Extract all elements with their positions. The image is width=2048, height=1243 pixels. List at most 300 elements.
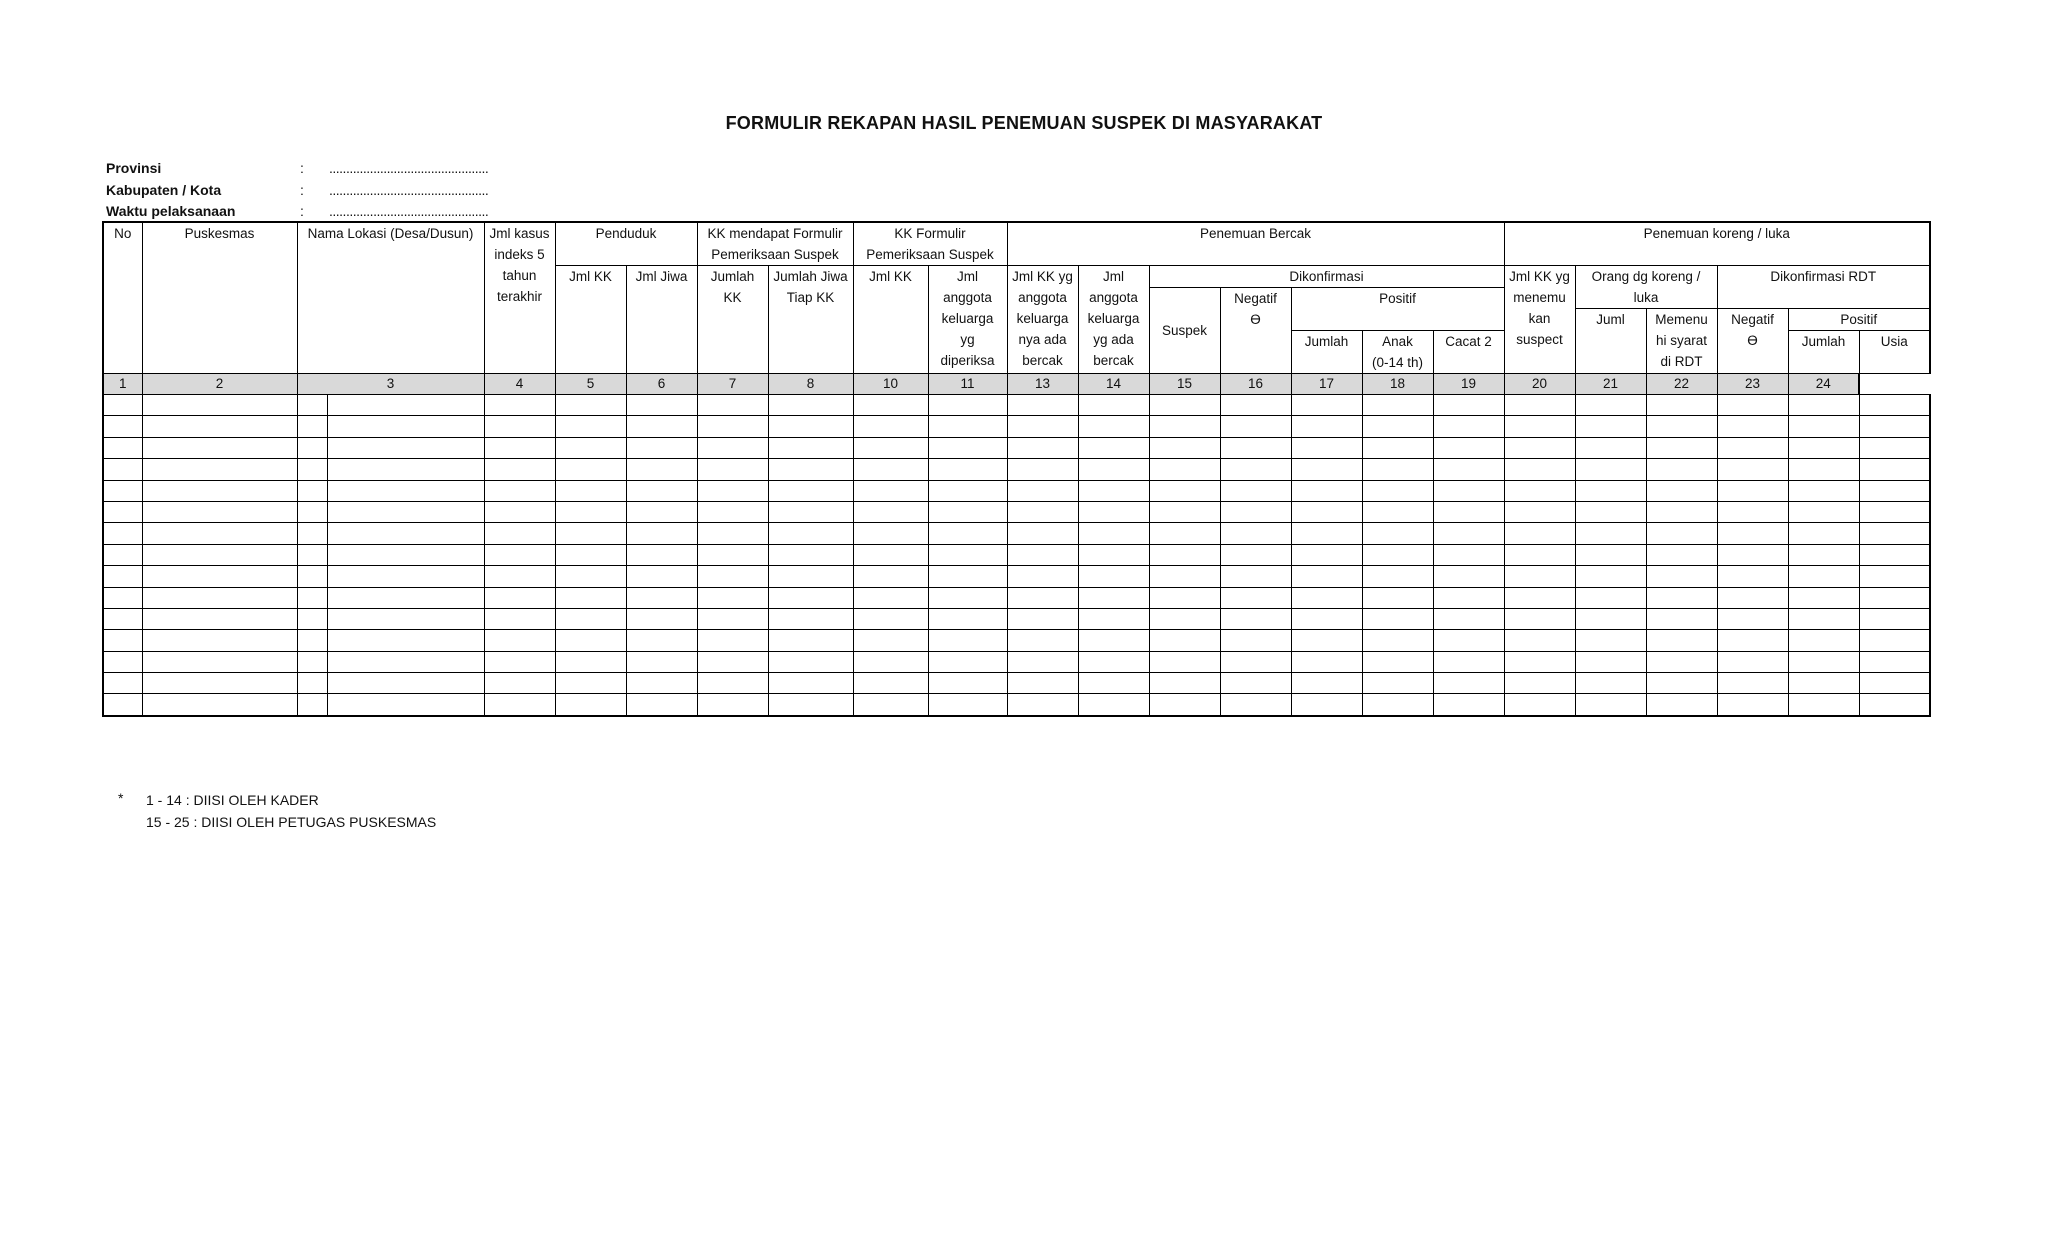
entry-cell[interactable] <box>768 459 853 480</box>
entry-cell[interactable] <box>768 437 853 458</box>
entry-cell[interactable] <box>297 544 327 565</box>
entry-cell[interactable] <box>1788 651 1859 672</box>
entry-cell[interactable] <box>555 437 626 458</box>
entry-cell[interactable] <box>1646 630 1717 651</box>
entry-cell[interactable] <box>327 523 484 544</box>
entry-cell[interactable] <box>1433 608 1504 629</box>
entry-cell[interactable] <box>1575 651 1646 672</box>
entry-cell[interactable] <box>555 673 626 694</box>
entry-cell[interactable] <box>928 608 1007 629</box>
entry-cell[interactable] <box>1646 544 1717 565</box>
entry-cell[interactable] <box>853 501 928 522</box>
entry-cell[interactable] <box>327 651 484 672</box>
entry-cell[interactable] <box>555 608 626 629</box>
entry-cell[interactable] <box>1078 395 1149 416</box>
entry-cell[interactable] <box>1149 673 1220 694</box>
entry-cell[interactable] <box>1717 608 1788 629</box>
entry-cell[interactable] <box>1575 501 1646 522</box>
entry-cell[interactable] <box>1220 480 1291 501</box>
entry-cell[interactable] <box>1078 587 1149 608</box>
entry-cell[interactable] <box>1859 673 1930 694</box>
entry-cell[interactable] <box>1220 437 1291 458</box>
entry-cell[interactable] <box>484 608 555 629</box>
entry-cell[interactable] <box>928 673 1007 694</box>
entry-cell[interactable] <box>297 673 327 694</box>
entry-cell[interactable] <box>853 651 928 672</box>
entry-cell[interactable] <box>1007 544 1078 565</box>
entry-cell[interactable] <box>928 566 1007 587</box>
entry-cell[interactable] <box>103 437 142 458</box>
entry-cell[interactable] <box>103 630 142 651</box>
entry-cell[interactable] <box>484 694 555 716</box>
entry-cell[interactable] <box>1433 630 1504 651</box>
entry-cell[interactable] <box>1859 608 1930 629</box>
entry-cell[interactable] <box>853 523 928 544</box>
entry-cell[interactable] <box>1362 395 1433 416</box>
entry-cell[interactable] <box>626 480 697 501</box>
entry-cell[interactable] <box>1504 608 1575 629</box>
entry-cell[interactable] <box>1646 459 1717 480</box>
entry-cell[interactable] <box>768 544 853 565</box>
entry-cell[interactable] <box>1717 501 1788 522</box>
entry-cell[interactable] <box>853 480 928 501</box>
entry-cell[interactable] <box>142 480 297 501</box>
entry-cell[interactable] <box>1788 501 1859 522</box>
entry-cell[interactable] <box>297 587 327 608</box>
entry-cell[interactable] <box>142 694 297 716</box>
entry-cell[interactable] <box>1433 544 1504 565</box>
entry-cell[interactable] <box>1433 437 1504 458</box>
entry-cell[interactable] <box>1433 673 1504 694</box>
entry-cell[interactable] <box>626 587 697 608</box>
entry-cell[interactable] <box>484 395 555 416</box>
entry-cell[interactable] <box>555 523 626 544</box>
entry-cell[interactable] <box>484 630 555 651</box>
entry-cell[interactable] <box>297 459 327 480</box>
entry-cell[interactable] <box>1149 437 1220 458</box>
entry-cell[interactable] <box>626 651 697 672</box>
entry-cell[interactable] <box>1859 501 1930 522</box>
entry-cell[interactable] <box>1859 587 1930 608</box>
entry-cell[interactable] <box>1078 651 1149 672</box>
entry-cell[interactable] <box>297 694 327 716</box>
entry-cell[interactable] <box>1220 566 1291 587</box>
entry-cell[interactable] <box>1362 459 1433 480</box>
entry-cell[interactable] <box>1788 523 1859 544</box>
entry-cell[interactable] <box>1788 673 1859 694</box>
entry-cell[interactable] <box>1575 523 1646 544</box>
entry-cell[interactable] <box>1007 587 1078 608</box>
entry-cell[interactable] <box>297 566 327 587</box>
entry-cell[interactable] <box>103 480 142 501</box>
entry-cell[interactable] <box>1575 587 1646 608</box>
entry-cell[interactable] <box>327 694 484 716</box>
entry-cell[interactable] <box>853 566 928 587</box>
entry-cell[interactable] <box>1007 501 1078 522</box>
entry-cell[interactable] <box>697 587 768 608</box>
entry-cell[interactable] <box>697 566 768 587</box>
entry-cell[interactable] <box>555 459 626 480</box>
entry-cell[interactable] <box>555 544 626 565</box>
entry-cell[interactable] <box>1007 416 1078 437</box>
entry-cell[interactable] <box>768 395 853 416</box>
entry-cell[interactable] <box>1859 437 1930 458</box>
entry-cell[interactable] <box>1149 694 1220 716</box>
entry-cell[interactable] <box>1362 630 1433 651</box>
entry-cell[interactable] <box>103 587 142 608</box>
entry-cell[interactable] <box>1788 608 1859 629</box>
entry-cell[interactable] <box>697 608 768 629</box>
entry-cell[interactable] <box>1859 544 1930 565</box>
entry-cell[interactable] <box>484 544 555 565</box>
entry-cell[interactable] <box>1717 459 1788 480</box>
entry-cell[interactable] <box>1362 608 1433 629</box>
entry-cell[interactable] <box>928 630 1007 651</box>
entry-cell[interactable] <box>928 437 1007 458</box>
entry-cell[interactable] <box>626 630 697 651</box>
entry-cell[interactable] <box>1291 630 1362 651</box>
entry-cell[interactable] <box>1575 395 1646 416</box>
entry-cell[interactable] <box>1433 566 1504 587</box>
entry-cell[interactable] <box>853 587 928 608</box>
entry-cell[interactable] <box>1433 523 1504 544</box>
entry-cell[interactable] <box>484 587 555 608</box>
entry-cell[interactable] <box>484 437 555 458</box>
entry-cell[interactable] <box>142 395 297 416</box>
entry-cell[interactable] <box>768 630 853 651</box>
entry-cell[interactable] <box>103 566 142 587</box>
entry-cell[interactable] <box>1220 544 1291 565</box>
entry-cell[interactable] <box>1575 673 1646 694</box>
entry-cell[interactable] <box>1859 395 1930 416</box>
entry-cell[interactable] <box>1646 395 1717 416</box>
entry-cell[interactable] <box>142 566 297 587</box>
entry-cell[interactable] <box>1078 544 1149 565</box>
entry-cell[interactable] <box>103 395 142 416</box>
entry-cell[interactable] <box>142 501 297 522</box>
entry-cell[interactable] <box>297 480 327 501</box>
entry-cell[interactable] <box>768 480 853 501</box>
entry-cell[interactable] <box>103 608 142 629</box>
entry-cell[interactable] <box>1646 501 1717 522</box>
entry-cell[interactable] <box>1007 673 1078 694</box>
entry-cell[interactable] <box>1646 608 1717 629</box>
entry-cell[interactable] <box>1433 480 1504 501</box>
entry-cell[interactable] <box>1007 566 1078 587</box>
entry-cell[interactable] <box>1362 501 1433 522</box>
entry-cell[interactable] <box>555 587 626 608</box>
entry-cell[interactable] <box>1291 651 1362 672</box>
entry-cell[interactable] <box>697 630 768 651</box>
entry-cell[interactable] <box>1149 608 1220 629</box>
entry-cell[interactable] <box>1220 630 1291 651</box>
entry-cell[interactable] <box>1078 608 1149 629</box>
entry-cell[interactable] <box>297 395 327 416</box>
entry-cell[interactable] <box>103 544 142 565</box>
entry-cell[interactable] <box>626 544 697 565</box>
entry-cell[interactable] <box>1007 459 1078 480</box>
entry-cell[interactable] <box>297 437 327 458</box>
entry-cell[interactable] <box>1859 651 1930 672</box>
entry-cell[interactable] <box>327 437 484 458</box>
entry-cell[interactable] <box>327 501 484 522</box>
entry-cell[interactable] <box>1504 566 1575 587</box>
entry-cell[interactable] <box>1078 459 1149 480</box>
entry-cell[interactable] <box>1717 416 1788 437</box>
entry-cell[interactable] <box>1149 587 1220 608</box>
entry-cell[interactable] <box>928 501 1007 522</box>
entry-cell[interactable] <box>327 630 484 651</box>
entry-cell[interactable] <box>1007 437 1078 458</box>
entry-cell[interactable] <box>327 608 484 629</box>
entry-cell[interactable] <box>103 523 142 544</box>
entry-cell[interactable] <box>1220 694 1291 716</box>
entry-cell[interactable] <box>555 501 626 522</box>
entry-cell[interactable] <box>768 587 853 608</box>
entry-cell[interactable] <box>555 694 626 716</box>
entry-cell[interactable] <box>1291 501 1362 522</box>
entry-cell[interactable] <box>928 544 1007 565</box>
entry-cell[interactable] <box>103 459 142 480</box>
entry-cell[interactable] <box>1078 523 1149 544</box>
entry-cell[interactable] <box>1575 694 1646 716</box>
entry-cell[interactable] <box>1362 566 1433 587</box>
entry-cell[interactable] <box>297 608 327 629</box>
entry-cell[interactable] <box>1291 587 1362 608</box>
entry-cell[interactable] <box>1220 523 1291 544</box>
entry-cell[interactable] <box>142 651 297 672</box>
entry-cell[interactable] <box>555 566 626 587</box>
entry-cell[interactable] <box>1220 673 1291 694</box>
entry-cell[interactable] <box>142 523 297 544</box>
entry-cell[interactable] <box>1646 566 1717 587</box>
entry-cell[interactable] <box>1149 416 1220 437</box>
entry-cell[interactable] <box>853 416 928 437</box>
entry-cell[interactable] <box>853 608 928 629</box>
entry-cell[interactable] <box>1007 480 1078 501</box>
entry-cell[interactable] <box>1646 480 1717 501</box>
entry-cell[interactable] <box>297 416 327 437</box>
entry-cell[interactable] <box>768 608 853 629</box>
entry-cell[interactable] <box>1007 523 1078 544</box>
entry-cell[interactable] <box>1007 694 1078 716</box>
entry-cell[interactable] <box>1859 523 1930 544</box>
entry-cell[interactable] <box>1149 480 1220 501</box>
entry-cell[interactable] <box>853 395 928 416</box>
entry-cell[interactable] <box>1149 501 1220 522</box>
entry-cell[interactable] <box>1291 480 1362 501</box>
entry-cell[interactable] <box>1859 416 1930 437</box>
entry-cell[interactable] <box>1717 587 1788 608</box>
entry-cell[interactable] <box>1717 566 1788 587</box>
entry-cell[interactable] <box>327 395 484 416</box>
entry-cell[interactable] <box>1220 395 1291 416</box>
entry-cell[interactable] <box>1504 416 1575 437</box>
entry-cell[interactable] <box>1362 416 1433 437</box>
entry-cell[interactable] <box>1433 587 1504 608</box>
entry-cell[interactable] <box>1504 480 1575 501</box>
entry-cell[interactable] <box>297 630 327 651</box>
entry-cell[interactable] <box>1788 544 1859 565</box>
entry-cell[interactable] <box>327 587 484 608</box>
entry-cell[interactable] <box>697 673 768 694</box>
entry-cell[interactable] <box>1078 437 1149 458</box>
entry-cell[interactable] <box>697 523 768 544</box>
entry-cell[interactable] <box>1575 416 1646 437</box>
entry-cell[interactable] <box>1717 437 1788 458</box>
entry-cell[interactable] <box>1291 523 1362 544</box>
entry-cell[interactable] <box>1788 694 1859 716</box>
entry-cell[interactable] <box>1007 630 1078 651</box>
entry-cell[interactable] <box>297 501 327 522</box>
entry-cell[interactable] <box>1220 608 1291 629</box>
entry-cell[interactable] <box>853 694 928 716</box>
entry-cell[interactable] <box>1788 395 1859 416</box>
entry-cell[interactable] <box>1788 630 1859 651</box>
entry-cell[interactable] <box>1078 566 1149 587</box>
entry-cell[interactable] <box>1575 544 1646 565</box>
entry-cell[interactable] <box>768 673 853 694</box>
entry-cell[interactable] <box>1788 480 1859 501</box>
entry-cell[interactable] <box>853 630 928 651</box>
entry-cell[interactable] <box>142 544 297 565</box>
entry-cell[interactable] <box>103 673 142 694</box>
entry-cell[interactable] <box>1433 501 1504 522</box>
entry-cell[interactable] <box>1504 459 1575 480</box>
entry-cell[interactable] <box>697 694 768 716</box>
entry-cell[interactable] <box>484 673 555 694</box>
entry-cell[interactable] <box>1433 651 1504 672</box>
entry-cell[interactable] <box>1717 651 1788 672</box>
entry-cell[interactable] <box>697 480 768 501</box>
entry-cell[interactable] <box>697 501 768 522</box>
entry-cell[interactable] <box>1504 437 1575 458</box>
entry-cell[interactable] <box>1646 587 1717 608</box>
entry-cell[interactable] <box>142 416 297 437</box>
entry-cell[interactable] <box>626 459 697 480</box>
entry-cell[interactable] <box>1788 587 1859 608</box>
entry-cell[interactable] <box>327 480 484 501</box>
entry-cell[interactable] <box>697 416 768 437</box>
entry-cell[interactable] <box>697 544 768 565</box>
entry-cell[interactable] <box>1646 523 1717 544</box>
entry-cell[interactable] <box>1504 544 1575 565</box>
entry-cell[interactable] <box>1575 480 1646 501</box>
entry-cell[interactable] <box>1717 395 1788 416</box>
entry-cell[interactable] <box>768 416 853 437</box>
entry-cell[interactable] <box>1433 395 1504 416</box>
entry-cell[interactable] <box>1717 544 1788 565</box>
entry-cell[interactable] <box>768 566 853 587</box>
entry-cell[interactable] <box>853 544 928 565</box>
entry-cell[interactable] <box>697 459 768 480</box>
entry-cell[interactable] <box>327 566 484 587</box>
entry-cell[interactable] <box>142 630 297 651</box>
entry-cell[interactable] <box>1149 395 1220 416</box>
entry-cell[interactable] <box>1575 566 1646 587</box>
entry-cell[interactable] <box>103 694 142 716</box>
entry-cell[interactable] <box>1788 566 1859 587</box>
entry-cell[interactable] <box>1362 694 1433 716</box>
entry-cell[interactable] <box>1859 459 1930 480</box>
entry-cell[interactable] <box>1788 416 1859 437</box>
entry-cell[interactable] <box>484 459 555 480</box>
entry-cell[interactable] <box>142 673 297 694</box>
entry-cell[interactable] <box>768 694 853 716</box>
entry-cell[interactable] <box>626 501 697 522</box>
entry-cell[interactable] <box>697 651 768 672</box>
entry-cell[interactable] <box>1220 459 1291 480</box>
entry-cell[interactable] <box>928 694 1007 716</box>
entry-cell[interactable] <box>928 480 1007 501</box>
entry-cell[interactable] <box>768 651 853 672</box>
entry-cell[interactable] <box>1859 566 1930 587</box>
entry-cell[interactable] <box>484 566 555 587</box>
entry-cell[interactable] <box>555 480 626 501</box>
entry-cell[interactable] <box>1220 501 1291 522</box>
entry-cell[interactable] <box>1078 630 1149 651</box>
entry-cell[interactable] <box>1291 416 1362 437</box>
entry-cell[interactable] <box>555 395 626 416</box>
entry-cell[interactable] <box>484 480 555 501</box>
entry-cell[interactable] <box>1362 480 1433 501</box>
entry-cell[interactable] <box>1291 459 1362 480</box>
entry-cell[interactable] <box>1433 416 1504 437</box>
entry-cell[interactable] <box>1362 673 1433 694</box>
entry-cell[interactable] <box>1149 566 1220 587</box>
entry-cell[interactable] <box>1007 651 1078 672</box>
entry-cell[interactable] <box>484 416 555 437</box>
entry-cell[interactable] <box>1717 630 1788 651</box>
entry-cell[interactable] <box>928 523 1007 544</box>
entry-cell[interactable] <box>626 608 697 629</box>
entry-cell[interactable] <box>1007 608 1078 629</box>
entry-cell[interactable] <box>1646 673 1717 694</box>
entry-cell[interactable] <box>1646 694 1717 716</box>
entry-cell[interactable] <box>1291 544 1362 565</box>
entry-cell[interactable] <box>484 651 555 672</box>
entry-cell[interactable] <box>1504 694 1575 716</box>
entry-cell[interactable] <box>297 651 327 672</box>
entry-cell[interactable] <box>142 608 297 629</box>
entry-cell[interactable] <box>1149 523 1220 544</box>
entry-cell[interactable] <box>1007 395 1078 416</box>
entry-cell[interactable] <box>1859 694 1930 716</box>
entry-cell[interactable] <box>327 673 484 694</box>
entry-cell[interactable] <box>1504 523 1575 544</box>
entry-cell[interactable] <box>484 501 555 522</box>
entry-cell[interactable] <box>1717 480 1788 501</box>
entry-cell[interactable] <box>1220 416 1291 437</box>
entry-cell[interactable] <box>1291 694 1362 716</box>
entry-cell[interactable] <box>1078 673 1149 694</box>
entry-cell[interactable] <box>1291 608 1362 629</box>
entry-cell[interactable] <box>103 416 142 437</box>
entry-cell[interactable] <box>1504 673 1575 694</box>
entry-cell[interactable] <box>1646 416 1717 437</box>
entry-cell[interactable] <box>768 523 853 544</box>
entry-cell[interactable] <box>142 459 297 480</box>
entry-cell[interactable] <box>626 673 697 694</box>
entry-cell[interactable] <box>1362 587 1433 608</box>
entry-cell[interactable] <box>1078 416 1149 437</box>
entry-cell[interactable] <box>103 651 142 672</box>
entry-cell[interactable] <box>1291 566 1362 587</box>
entry-cell[interactable] <box>1078 480 1149 501</box>
entry-cell[interactable] <box>626 437 697 458</box>
entry-cell[interactable] <box>1575 459 1646 480</box>
entry-cell[interactable] <box>1149 544 1220 565</box>
